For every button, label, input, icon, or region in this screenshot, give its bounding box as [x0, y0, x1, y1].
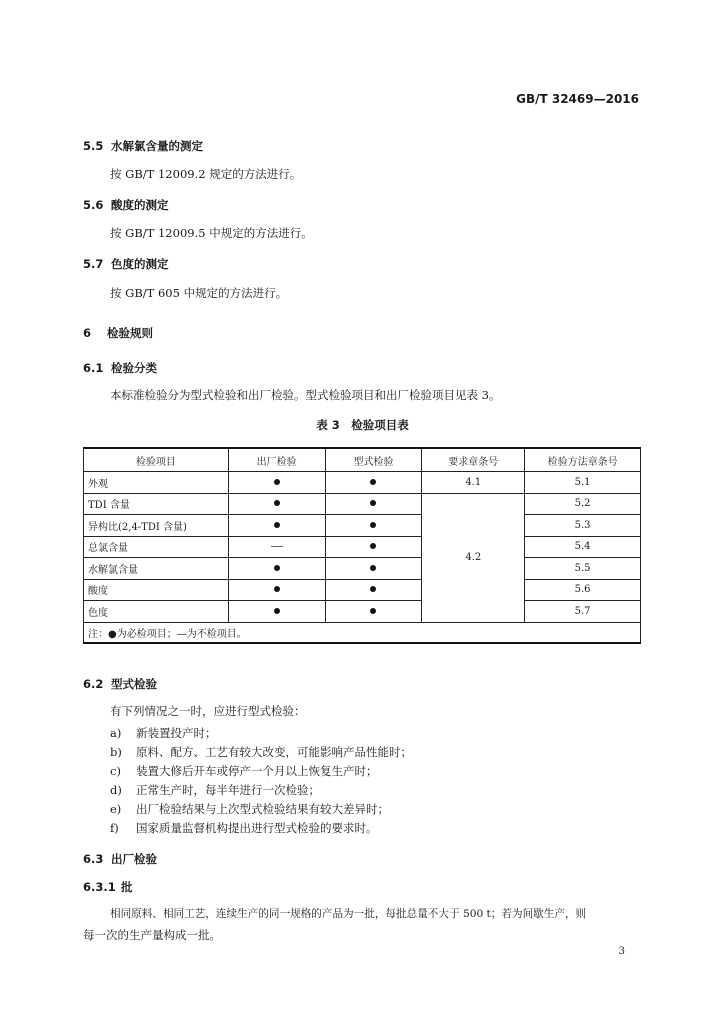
required-dot-icon: [274, 565, 280, 571]
standard-code: GB/T 32469—2016: [516, 92, 639, 106]
table-row: [84, 558, 641, 580]
list-item-label: e): [110, 802, 122, 816]
type-cell: [325, 558, 422, 580]
section-number: 6: [83, 326, 92, 340]
item-cell: 总氯含量: [84, 536, 229, 558]
list-item-label: c): [110, 764, 121, 778]
table-note: 注：●为必检项目；—为不检项目。: [84, 622, 641, 643]
method-cell: 5.1: [525, 472, 641, 494]
page-number: 3: [618, 946, 625, 957]
type-cell: [325, 601, 422, 623]
factory-cell: [228, 472, 325, 494]
item-cell: 色度: [84, 601, 229, 623]
section-6-heading: [83, 325, 153, 341]
factory-cell: [228, 579, 325, 601]
section-title: 酸度的测定: [111, 198, 169, 212]
header-cell: 型式检验: [325, 448, 422, 472]
section-title: 检验规则: [107, 326, 154, 340]
item-cell: 水解氯含量: [84, 558, 229, 580]
section-title: 水解氯含量的测定: [111, 139, 204, 153]
req-cell: 4.1: [422, 472, 525, 494]
table-note-row: [84, 622, 641, 643]
method-cell: 5.7: [525, 601, 641, 623]
table-row: [84, 472, 641, 494]
factory-cell: [228, 515, 325, 537]
method-cell: 5.5: [525, 558, 641, 580]
table-3: [83, 447, 641, 644]
section-number: 6.3: [83, 852, 104, 866]
list-item-text: 国家质量监督机构提出进行型式检验的要求时。: [136, 821, 378, 835]
section-6-2-heading: [83, 676, 157, 692]
header-cell: 检验项目: [84, 448, 229, 472]
required-dot-icon: [274, 608, 280, 614]
section-5-7-text: 按 GB/T 605 中规定的方法进行。: [110, 286, 288, 300]
section-number: 5.5: [83, 139, 104, 153]
table-row: [84, 601, 641, 623]
list-item: [110, 782, 320, 798]
section-6-3-heading: [83, 851, 157, 867]
factory-cell: [228, 536, 325, 558]
section-number: 6.3.1: [83, 880, 116, 894]
section-title: 色度的测定: [111, 257, 169, 271]
list-item-text: 原料、配方、工艺有较大改变，可能影响产品性能时；: [136, 745, 412, 759]
table-header-row: [84, 448, 641, 472]
section-5-5-heading: [83, 138, 203, 154]
header-cell: 检验方法章条号: [525, 448, 641, 472]
type-cell: [325, 472, 422, 494]
section-6-1-text: 本标准检验分为型式检验和出厂检验。型式检验项目和出厂检验项目见表 3。: [110, 388, 501, 402]
section-title: 批: [121, 880, 133, 894]
required-dot-icon: [274, 479, 280, 485]
item-cell: 异构比(2,4-TDI 含量): [84, 515, 229, 537]
header-cell: 出厂检验: [228, 448, 325, 472]
required-dot-icon: [274, 586, 280, 592]
header-cell: 要求章条号: [422, 448, 525, 472]
required-dot-icon: [370, 500, 376, 506]
item-cell: TDI 含量: [84, 493, 229, 515]
required-dot-icon: [370, 522, 376, 528]
item-cell: 酸度: [84, 579, 229, 601]
section-number: 6.1: [83, 361, 104, 375]
section-number: 5.6: [83, 198, 104, 212]
not-required-dash-icon: [271, 546, 283, 547]
method-cell: 5.2: [525, 493, 641, 515]
section-title: 出厂检验: [111, 852, 158, 866]
section-title: 型式检验: [111, 677, 158, 691]
req-merged-cell: 4.2: [422, 493, 525, 622]
section-6-3-1-text-line2: 每一次的生产量构成一批。: [83, 928, 221, 942]
required-dot-icon: [370, 543, 376, 549]
type-cell: [325, 515, 422, 537]
factory-cell: [228, 493, 325, 515]
table-row: [84, 493, 641, 515]
list-item-text: 正常生产时，每半年进行一次检验；: [136, 783, 320, 797]
method-cell: 5.3: [525, 515, 641, 537]
method-cell: 5.4: [525, 536, 641, 558]
list-item-label: f): [110, 821, 119, 835]
list-item: [110, 820, 378, 836]
table-row: [84, 536, 641, 558]
table-3-caption: 表 3 检验项目表: [316, 418, 409, 432]
required-dot-icon: [370, 479, 376, 485]
section-6-3-1-text-line1: 相同原料、相同工艺，连续生产的同一规格的产品为一批，每批总量不大于 500 t；若为间歇生产，则: [110, 908, 587, 920]
table-row: [84, 515, 641, 537]
factory-cell: [228, 558, 325, 580]
list-item: [110, 725, 217, 741]
list-item: [110, 801, 389, 817]
required-dot-icon: [370, 586, 376, 592]
required-dot-icon: [274, 500, 280, 506]
list-item-text: 出厂检验结果与上次型式检验结果有较大差异时；: [136, 802, 389, 816]
list-item-text: 装置大修后开车或停产一个月以上恢复生产时；: [136, 764, 378, 778]
list-item: [110, 744, 412, 760]
section-title: 检验分类: [111, 361, 158, 375]
table-row: [84, 579, 641, 601]
section-5-7-heading: [83, 256, 169, 272]
required-dot-icon: [370, 565, 376, 571]
section-5-5-text: 按 GB/T 12009.2 规定的方法进行。: [110, 167, 302, 181]
list-item: [110, 763, 378, 779]
section-6-3-1-heading: [83, 879, 133, 895]
list-item-text: 新装置投产时；: [136, 726, 217, 740]
type-cell: [325, 579, 422, 601]
section-5-6-text: 按 GB/T 12009.5 中规定的方法进行。: [110, 226, 313, 240]
method-cell: 5.6: [525, 579, 641, 601]
section-5-6-heading: [83, 197, 169, 213]
section-6-2-intro: 有下列情况之一时，应进行型式检验：: [110, 704, 306, 718]
section-number: 5.7: [83, 257, 104, 271]
list-item-label: a): [110, 726, 122, 740]
type-cell: [325, 493, 422, 515]
section-number: 6.2: [83, 677, 104, 691]
required-dot-icon: [274, 522, 280, 528]
section-6-1-heading: [83, 360, 157, 376]
required-dot-icon: [370, 608, 376, 614]
item-cell: 外观: [84, 472, 229, 494]
list-item-label: d): [110, 783, 122, 797]
type-cell: [325, 536, 422, 558]
list-item-label: b): [110, 745, 122, 759]
factory-cell: [228, 601, 325, 623]
